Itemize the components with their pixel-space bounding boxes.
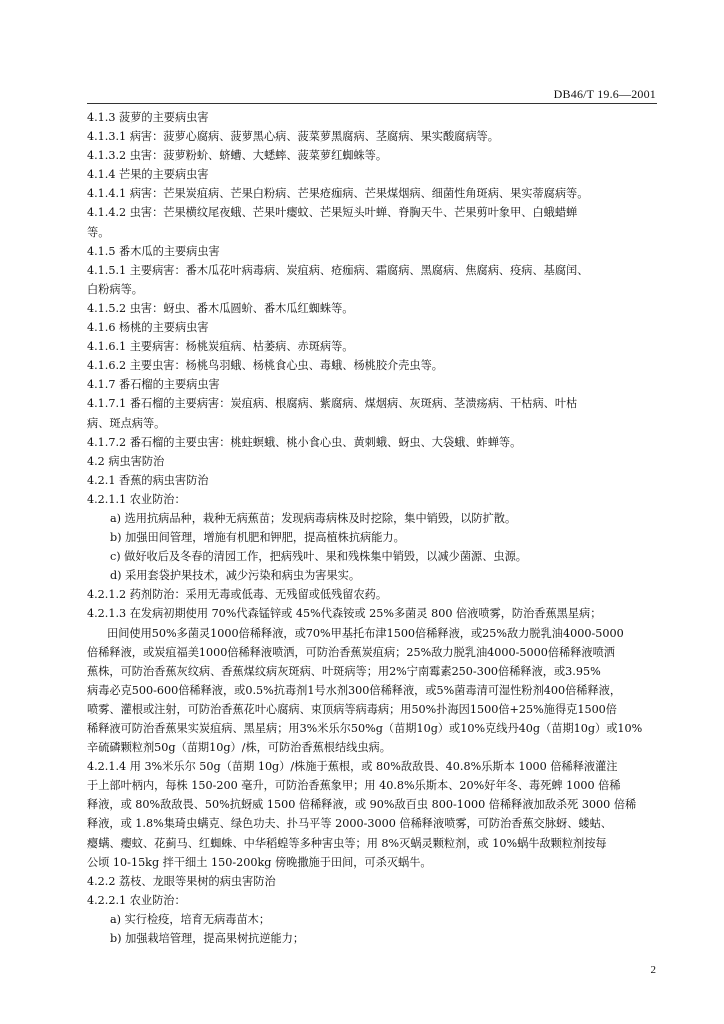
text-line: 倍稀释液，或炭疽福美1000倍稀释液喷洒，可防治香蕉炭疽病；25%敌力脱乳油4000-5000倍稀释液喷洒 (87, 645, 615, 659)
text-line: 辛硫磷颗粒剂50g（苗期10g）/株，可防治香蕉根结线虫病。 (87, 741, 391, 755)
text-line: 4.2.1.1 农业防治： (87, 492, 186, 506)
document-body (87, 108, 657, 948)
text-line: 4.1.5.1 主要病害：番木瓜花叶病毒病、炭疽病、疮痂病、霜腐病、黑腐病、焦腐病、疫病、基腐闰、 (87, 263, 589, 277)
text-line: 白粉病等。 (87, 282, 143, 296)
text-line: 田间使用50%多菌灵1000倍稀释液，或70%甲基托布津1500倍稀释液，或25%敌力脱乳油4000-5000 (107, 626, 624, 640)
standard-code: DB46/T 19.6—2001 (553, 87, 656, 101)
text-line: 等。 (87, 225, 110, 239)
text-line: 4.2.2.1 农业防治： (87, 893, 186, 907)
text-line: 喷雾、灌根或注射，可防治香蕉花叶心腐病、束顶病等病毒病；用50%扑海因1500倍+25%施得克1500倍 (87, 702, 617, 716)
text-line: b) 加强田间管理，增施有机肥和钾肥，提高植株抗病能力。 (110, 531, 405, 545)
text-line: 4.1.7.2 番石榴的主要虫害：桃蛀螟蛾、桃小食心虫、黄刺蛾、蚜虫、大袋蛾、蚱蝉等。 (87, 435, 522, 449)
text-line: 于上部叶柄内，每株 150-200 毫升，可防治香蕉象甲；用 40.8%乐斯本、20%好年冬、毒死蜱 1000 倍稀 (87, 779, 621, 793)
text-line: 稀释液可防治香蕉果实炭疽病、黑星病；用3%米乐尔50%g（苗期10g）或10%克线丹40g（苗期10g）或10% (87, 722, 643, 735)
text-line: 4.2.1.3 在发病初期使用 70%代森锰锌或 45%代森铵或 25%多菌灵 800 倍液喷雾，防治香蕉黑星病； (87, 607, 602, 621)
text-line: 4.1.7 番石榴的主要病虫害 (87, 378, 220, 392)
text-line: 4.1.6 杨桃的主要病虫害 (87, 321, 209, 335)
text-line: 4.1.6.1 主要病害：杨桃炭疽病、枯萎病、赤斑病等。 (87, 340, 354, 354)
text-line: 释液，或 1.8%集琦虫螨克、绿色功夫、扑马平等 2000-3000 倍稀释液喷雾，可防治香蕉交脉蚜、蝼蛄、 (87, 817, 612, 831)
text-line: 释液，或 80%敌敌畏、50%抗蚜威 1500 倍稀释液，或 90%敌百虫 800-1000 倍稀释液加敌杀死 3000 倍稀 (87, 798, 637, 812)
text-line: 4.1.3.1 病害：菠萝心腐病、菠萝黑心病、菠菜萝黑腐病、茎腐病、果实酸腐病等。 (87, 130, 499, 144)
text-line: 4.2.1.2 药剂防治：采用无毒或低毒、无残留或低残留农药。 (87, 588, 388, 602)
text-line: 4.1.5.2 虫害：蚜虫、番木瓜圆蚧、番木瓜红蜘蛛等。 (87, 301, 354, 315)
text-line: 4.2.1 香蕉的病虫害防治 (87, 473, 209, 487)
text-line: b) 加强栽培管理，提高果树抗逆能力； (110, 932, 305, 946)
text-line: 4.1.3 菠萝的主要病虫害 (87, 111, 209, 124)
text-line: 病毒必克500-600倍稀释液，或0.5%抗毒剂1号水剂300倍稀释液，或5%菌毒清可湿性粉剂400倍稀释液， (87, 683, 622, 697)
text-line: 公顷 10-15kg 拌干细土 150-200kg 傍晚撒施于田间，可杀灭蜗牛。 (87, 855, 432, 869)
text-line: 4.1.4.2 虫害：芒果横纹尾夜蛾、芒果叶瘿蚊、芒果短头叶蝉、脊胸天牛、芒果剪叶象甲、白蛾蜡蝉 (87, 206, 578, 220)
text-line: a) 选用抗病品种，栽种无病蕉苗；发现病毒病株及时挖除，集中销毁，以防扩散。 (110, 511, 517, 525)
text-line: d) 采用套袋护果技术，减少污染和病虫为害果实。 (110, 569, 361, 583)
text-line: 4.1.4.1 病害：芒果炭疽病、芒果白粉病、芒果疮痂病、芒果煤烟病、细菌性角斑病、果实蒂腐病等。 (87, 187, 589, 201)
text-line: 4.1.3.2 虫害：菠萝粉蚧、蛴螬、大蟋蟀、菠菜萝红蜘蛛等。 (87, 149, 388, 163)
text-line: 病、斑点病等。 (87, 416, 166, 430)
text-line: c) 做好收后及冬春的清园工作，把病残叶、果和残株集中销毁，以减少菌源、虫源。 (110, 550, 527, 564)
header-divider (87, 103, 657, 104)
text-line: 4.2.2 荔枝、龙眼等果树的病虫害防治 (87, 874, 276, 888)
text-line: 蕉株，可防治香蕉灰纹病、香蕉煤纹病灰斑病、叶斑病等；用2%宁南霉素250-300倍稀释液，或3.95% (87, 664, 601, 678)
text-line: 4.1.5 番木瓜的主要病虫害 (87, 244, 220, 258)
text-line: 4.2 病虫害防治 (87, 454, 165, 468)
text-line: 4.2.1.4 用 3%米乐尔 50g（苗期 10g）/株施于蕉根，或 80%敌敌畏、40.8%乐斯本 1000 倍稀释液灌注 (87, 760, 618, 774)
text-line: 4.1.7.1 番石榴的主要病害：炭疽病、根腐病、紫腐病、煤烟病、灰斑病、茎溃疡病、干枯病、叶枯 (87, 397, 578, 411)
page-number: 2 (650, 964, 656, 976)
text-line: 4.1.6.2 主要虫害：杨桃鸟羽蛾、杨桃食心虫、毒蛾、杨桃胶介壳虫等。 (87, 359, 443, 373)
text-line: a) 实行检疫，培育无病毒苗木； (110, 912, 271, 926)
text-line: 瘿螨、瘿蚊、花蓟马、红蜘蛛、中华稻蝗等多种害虫等；用 8%灭蜗灵颗粒剂，或 10%蜗牛敌颗粒剂按每 (87, 836, 607, 850)
text-line: 4.1.4 芒果的主要病虫害 (87, 168, 209, 182)
